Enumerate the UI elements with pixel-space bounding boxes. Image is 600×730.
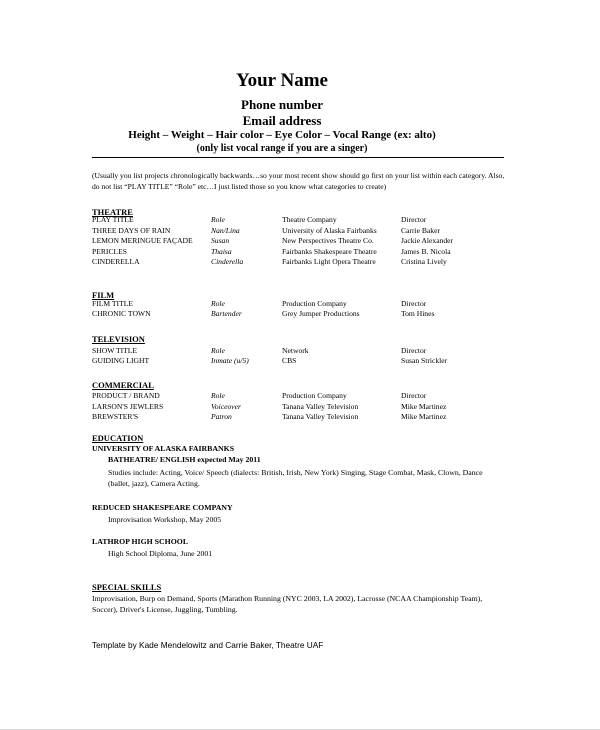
credit-company: Fairbanks Light Opera Theatre [282,257,376,266]
section-title-skills: SPECIAL SKILLS [92,582,162,592]
credit-director: James B. Nicola [401,247,451,256]
credit-role: Role [211,215,225,224]
table-row [92,226,512,236]
credit-title: THREE DAYS OF RAIN [92,226,171,235]
section-title-theatre: THEATRE [92,207,133,217]
credit-title: GUIDING LIGHT [92,356,150,365]
credit-title: BREWSTER'S [92,412,139,421]
credit-title: LEMON MERINGUE FAÇADE [92,236,193,245]
credit-title: PRODUCT / BRAND [92,391,160,400]
credit-company: Grey Jumper Productions [282,309,360,318]
credit-director: Director [401,215,427,224]
credit-title: SHOW TITLE [92,346,138,355]
credit-title: FILM TITLE [92,299,133,308]
school-name: REDUCED SHAKESPEARE COMPANY [92,503,233,512]
credit-director: Jackie Alexander [401,236,454,245]
credit-title: CINDERELLA [92,257,140,266]
credit-role: Cinderella [211,257,244,266]
credit-title: LARSON'S JEWLERS [92,402,164,411]
credit-director: Carrie Baker [401,226,441,235]
credit-company: CBS [282,356,297,365]
degree: BATHEATRE/ ENGLISH expected May 2011 [108,455,261,464]
credit-director: Director [401,391,427,400]
header-divider [92,157,504,158]
credit-role: Susan [211,236,230,245]
credit-role: Role [211,346,225,355]
credit-title: CHRONIC TOWN [92,309,151,318]
table-row [92,299,512,309]
table-row [92,402,512,412]
section-title-television: TELEVISION [92,334,145,344]
school-name: LATHROP HIGH SCHOOL [92,537,189,546]
credit-director: Director [401,346,427,355]
credit-company: New Perspectives Theatre Co. [282,236,374,245]
credit-director: Director [401,299,427,308]
credit-company: Production Company [282,299,347,308]
template-credit: Template by Kade Mendelowitz and Carrie Baker, Theatre UAF [92,640,324,650]
table-row [92,236,512,246]
credit-role: Thaisa [211,247,232,256]
table-row [92,356,512,366]
table-row [92,346,512,356]
credit-director: Cristina Lively [401,257,447,266]
section-title-film: FILM [92,290,115,300]
credit-director: Tom Hines [401,309,435,318]
credit-company: Production Company [282,391,347,400]
credit-director: Susan Strickler [401,356,448,365]
table-row [92,309,512,319]
credit-company: Network [282,346,309,355]
credit-role: Inmate (u/5) [211,356,249,365]
credit-director: Mike Martinez [401,412,447,421]
section-title-education: EDUCATION [92,433,144,443]
credit-company: Tanana Valley Television [282,412,359,421]
email-address: Email address [242,113,322,128]
credit-company: Tanana Valley Television [282,402,359,411]
credit-role: Bartender [211,309,242,318]
credit-title: PLAY TITLE [92,215,134,224]
school-name: UNIVERSITY OF ALASKA FAIRBANKS [92,444,235,453]
credit-role: Role [211,299,225,308]
physical-stats: Height – Weight – Hair color – Eye Color – Vocal Range (ex: alto) [128,129,436,141]
credit-role: Role [211,391,225,400]
credit-role: Patron [211,412,232,421]
table-row [92,215,512,225]
resume-name: Your Name [235,70,328,91]
credit-company: Theatre Company [282,215,337,224]
studies-description: Studies include: Acting, Voice/ Speech (dialects: British, Irish, New York) Singing, Stage Combat, Mask, Clown, Dance (ballet, jazz), Camera Acting. [108,468,483,488]
credit-role: Nan/Lina [211,226,240,235]
table-row [92,257,512,267]
credit-title: PERICLES [92,247,128,256]
intro-note: (Usually you list projects chronologically backwards…so your most recent show should go first on your list within each category. Also, do not list “PLAY TITLE” “Role” etc…I just listed those so you know what categories to create) [92,171,505,191]
skills-text: Improvisation, Burp on Demand, Sports (Marathon Running (NYC 2003, LA 2002), Lacrosse (NCAA Championship Team), Soccer), Driver's License, Juggling, Tumbling. [92,594,483,614]
table-row [92,412,512,422]
school-detail: High School Diploma, June 2001 [108,549,213,558]
credit-director: Mike Martinez [401,402,447,411]
credit-role: Voiceover [211,402,241,411]
vocal-note: (only list vocal range if you are a singer) [196,143,368,154]
phone-number: Phone number [241,97,323,112]
credit-company: University of Alaska Fairbanks [282,226,377,235]
table-row [92,391,512,401]
section-title-commercial: COMMERCIAL [92,380,154,390]
table-row [92,247,512,257]
school-detail: Improvisation Workshop, May 2005 [108,515,222,524]
credit-company: Fairbanks Shakespeare Theatre [282,247,377,256]
